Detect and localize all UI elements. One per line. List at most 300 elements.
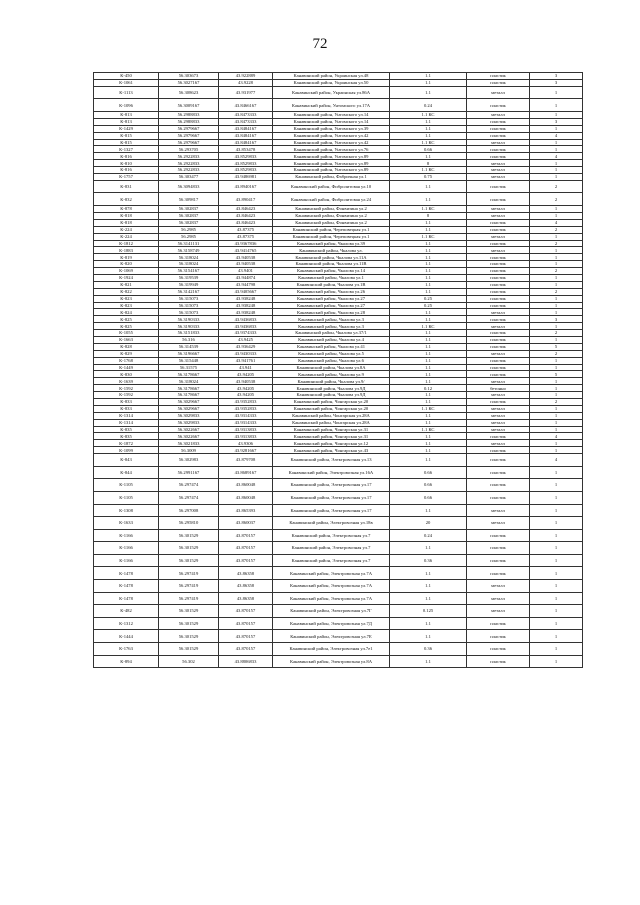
quantity-cell: 1 <box>530 504 583 517</box>
material-cell: пластик <box>467 630 530 643</box>
volume-cell: 0.66 <box>390 491 467 504</box>
quantity-cell: 1 <box>530 139 583 146</box>
latitude-cell: 56.297419 <box>159 592 219 605</box>
address-cell: Канавинский район, Чкалова ул.1В <box>273 281 390 288</box>
site-id-cell: К-816 <box>94 167 159 174</box>
material-cell: металл <box>467 233 530 240</box>
site-id-cell: К-833 <box>94 405 159 412</box>
quantity-cell: 1 <box>530 295 583 302</box>
longitude-cell: 43.8484167 <box>219 125 273 132</box>
table-row <box>94 330 583 337</box>
site-id-cell: К-1478 <box>94 580 159 593</box>
longitude-cell: 43.8529833 <box>219 160 273 167</box>
latitude-cell: 56.3158749 <box>159 247 219 254</box>
site-id-cell: К-832 <box>94 193 159 206</box>
latitude-cell: 56.297419 <box>159 567 219 580</box>
address-cell: Канавинский район, Унтомского ул.89 <box>273 153 390 160</box>
address-cell: Канавинский район, Чонгарская ул.20 <box>273 405 390 412</box>
site-id-cell: К-1478 <box>94 567 159 580</box>
site-id-cell: К-820 <box>94 261 159 268</box>
volume-cell: 1.1 <box>390 309 467 316</box>
latitude-cell: 56.3178667 <box>159 385 219 392</box>
volume-cell: 1.1 <box>390 316 467 323</box>
quantity-cell: 2 <box>530 350 583 357</box>
latitude-cell: 56.319949 <box>159 281 219 288</box>
table-row <box>94 419 583 426</box>
volume-cell: 0.24 <box>390 99 467 112</box>
quantity-cell: 3 <box>530 118 583 125</box>
table-row <box>94 180 583 193</box>
volume-cell: 1.1 <box>390 281 467 288</box>
latitude-cell: 56.302983 <box>159 454 219 467</box>
material-cell: пластик <box>467 336 530 343</box>
table-row <box>94 447 583 454</box>
latitude-cell: 56.301529 <box>159 529 219 542</box>
quantity-cell: 1 <box>530 385 583 392</box>
volume-cell: 20 <box>390 517 467 530</box>
longitude-cell: 43.86358 <box>219 567 273 580</box>
table-row <box>94 233 583 240</box>
longitude-cell: 43.870157 <box>219 630 273 643</box>
material-cell: металл <box>467 426 530 433</box>
table-row <box>94 316 583 323</box>
material-cell: металл <box>467 212 530 219</box>
latitude-cell: 56.2922833 <box>159 167 219 174</box>
site-id-cell: К-1812 <box>94 240 159 247</box>
quantity-cell: 1 <box>530 392 583 399</box>
site-id-cell: К-821 <box>94 281 159 288</box>
quantity-cell: 1 <box>530 491 583 504</box>
latitude-cell: 56.3190333 <box>159 323 219 330</box>
address-cell: Канавинский район, Фонвизина ул.2 <box>273 212 390 219</box>
material-cell: металл <box>467 160 530 167</box>
table-row <box>94 212 583 219</box>
material-cell: пластик <box>467 364 530 371</box>
latitude-cell: 56.318024 <box>159 378 219 385</box>
quantity-cell: 1 <box>530 86 583 99</box>
volume-cell: 1.1 <box>390 592 467 605</box>
table-row <box>94 426 583 433</box>
longitude-cell: 43.940538 <box>219 261 273 268</box>
table-row <box>94 357 583 364</box>
volume-cell: 1.1 <box>390 567 467 580</box>
quantity-cell: 1 <box>530 247 583 254</box>
longitude-cell: 43.9405667 <box>219 288 273 295</box>
address-cell: Канавинский район, Чкалова ул.14 <box>273 268 390 275</box>
table-row <box>94 454 583 467</box>
longitude-cell: 43.8473333 <box>219 111 273 118</box>
address-cell: Канавинский район, Фибролитовая ул.24 <box>273 193 390 206</box>
quantity-cell: 1 <box>530 146 583 153</box>
page-number: 72 <box>312 36 328 52</box>
table-row <box>94 399 583 406</box>
address-cell: Канавинский район, Чкалова ул.11В <box>273 261 390 268</box>
longitude-cell: 43.87375 <box>219 226 273 233</box>
material-cell: пластик <box>467 316 530 323</box>
volume-cell: 1.1 <box>390 125 467 132</box>
longitude-cell: 43.870157 <box>219 617 273 630</box>
longitude-cell: 43.870157 <box>219 643 273 656</box>
table-row <box>94 466 583 479</box>
site-id-cell: К-818 <box>94 219 159 226</box>
longitude-cell: 43.879708 <box>219 454 273 467</box>
site-id-cell: К-835 <box>94 433 159 440</box>
site-id-cell: К-824 <box>94 309 159 316</box>
material-cell: пластик <box>467 274 530 281</box>
address-cell: Канавинский район, Электровозная ул.7Е <box>273 630 390 643</box>
volume-cell: 1.1 <box>390 118 467 125</box>
site-id-cell: К-1639 <box>94 378 159 385</box>
latitude-cell: 56.2922833 <box>159 160 219 167</box>
site-id-cell: К-1099 <box>94 447 159 454</box>
address-cell: Канавинский район, Чкалова ул.6 <box>273 357 390 364</box>
quantity-cell: 1 <box>530 167 583 174</box>
address-cell: Канавинский район, Чкалова ул.26 <box>273 288 390 295</box>
site-id-cell: К-224 <box>94 233 159 240</box>
latitude-cell: 56.2979667 <box>159 132 219 139</box>
volume-cell: 1.1 <box>390 180 467 193</box>
quantity-cell: 1 <box>530 542 583 555</box>
site-id-cell: К-1308 <box>94 504 159 517</box>
volume-cell: 1.1 <box>390 268 467 275</box>
latitude-cell: 56.293705 <box>159 146 219 153</box>
table-row <box>94 479 583 492</box>
longitude-cell: 43.9314333 <box>219 412 273 419</box>
volume-cell: 1.1 <box>390 193 467 206</box>
address-cell: Канавинский район, Электровозная ул.7 <box>273 542 390 555</box>
table-body <box>94 73 583 668</box>
table-row <box>94 125 583 132</box>
latitude-cell: 56.308623 <box>159 86 219 99</box>
address-cell: Канавинский район, Чкалова ул.1 <box>273 274 390 281</box>
site-id-cell: К-1757 <box>94 173 159 180</box>
volume-cell: 1.1 <box>390 226 467 233</box>
quantity-cell: 1 <box>530 580 583 593</box>
quantity-cell: 1 <box>530 419 583 426</box>
material-cell: металл <box>467 605 530 618</box>
quantity-cell: 1 <box>530 554 583 567</box>
longitude-cell: 43.9313833 <box>219 433 273 440</box>
quantity-cell: 2 <box>530 268 583 275</box>
site-id-cell: К-818 <box>94 212 159 219</box>
longitude-cell: 43.941 <box>219 364 273 371</box>
latitude-cell: 56.3094833 <box>159 180 219 193</box>
material-cell: пластик <box>467 491 530 504</box>
longitude-cell: 43.9306 <box>219 440 273 447</box>
material-cell: пластик <box>467 447 530 454</box>
address-cell: Канавинский район, Чкалова ул.9Д <box>273 392 390 399</box>
volume-cell: 1.1 <box>390 433 467 440</box>
address-cell: Канавинский район, Электровозная ул.8А <box>273 655 390 668</box>
table-row <box>94 405 583 412</box>
longitude-cell: 43.846423 <box>219 219 273 226</box>
latitude-cell: 56.315073 <box>159 309 219 316</box>
table-row <box>94 336 583 343</box>
latitude-cell: 56.316 <box>159 336 219 343</box>
longitude-cell: 43.94205 <box>219 392 273 399</box>
address-cell: Канавинский район, Фабричная ул.1 <box>273 173 390 180</box>
address-cell: Канавинский район, Чкалова ул.37/1 <box>273 330 390 337</box>
address-cell: Канавинский район, Унтомского ул.14 <box>273 118 390 125</box>
latitude-cell: 56.303477 <box>159 173 219 180</box>
quantity-cell: 5 <box>530 371 583 378</box>
address-cell: Канавинский район, Электровозная ул.13 <box>273 454 390 467</box>
address-cell: Канавинский район, Чкалова ул.5 <box>273 350 390 357</box>
volume-cell: 0.66 <box>390 146 467 153</box>
table-row <box>94 350 583 357</box>
quantity-cell: 1 <box>530 309 583 316</box>
latitude-cell: 56.297474 <box>159 479 219 492</box>
longitude-cell: 43.846423 <box>219 212 273 219</box>
volume-cell: 1.1 <box>390 617 467 630</box>
volume-cell: 1.1 <box>390 630 467 643</box>
table-row <box>94 219 583 226</box>
material-cell: пластик <box>467 132 530 139</box>
table-row <box>94 364 583 371</box>
quantity-cell: 3 <box>530 316 583 323</box>
latitude-cell: 56.3190333 <box>159 316 219 323</box>
longitude-cell: 43.9352833 <box>219 399 273 406</box>
volume-cell: 1.1 <box>390 73 467 80</box>
quantity-cell: 1 <box>530 160 583 167</box>
latitude-cell: 56.3022667 <box>159 433 219 440</box>
site-id-cell: К-878 <box>94 206 159 213</box>
volume-cell: 1.1 <box>390 412 467 419</box>
longitude-cell: 43.938248 <box>219 309 273 316</box>
volume-cell: 1.1 <box>390 454 467 467</box>
quantity-cell: 1 <box>530 173 583 180</box>
quantity-cell: 1 <box>530 212 583 219</box>
material-cell: пластик <box>467 567 530 580</box>
quantity-cell: 1 <box>530 412 583 419</box>
volume-cell: 1.1 <box>390 419 467 426</box>
material-cell: металл <box>467 378 530 385</box>
site-id-cell: К-1166 <box>94 542 159 555</box>
material-cell: пластик <box>467 655 530 668</box>
longitude-cell: 43.944874 <box>219 274 273 281</box>
address-cell: Канавинский район, Чонгарская ул.12 <box>273 440 390 447</box>
material-cell: металл <box>467 412 530 419</box>
latitude-cell: 56.3029833 <box>159 412 219 419</box>
site-id-cell: К-1633 <box>94 517 159 530</box>
material-cell: металл <box>467 350 530 357</box>
address-cell: Канавинский район, Чкалова ул.3 <box>273 316 390 323</box>
material-cell: пластик <box>467 529 530 542</box>
volume-cell: 1.1 <box>390 364 467 371</box>
site-id-cell: К-1105 <box>94 479 159 492</box>
table-row <box>94 617 583 630</box>
longitude-cell: 43.86358 <box>219 592 273 605</box>
address-cell: Канавинский район, Фибролитовая ул.10 <box>273 180 390 193</box>
quantity-cell: 1 <box>530 357 583 364</box>
longitude-cell: 43.9436833 <box>219 316 273 323</box>
address-cell: Канавинский район, Чонгарская ул.28А <box>273 412 390 419</box>
material-cell: пластик <box>467 479 530 492</box>
table-row <box>94 167 583 174</box>
quantity-cell: 4 <box>530 153 583 160</box>
quantity-cell: 1 <box>530 655 583 668</box>
site-id-cell: К-1768 <box>94 357 159 364</box>
material-cell: пластик <box>467 193 530 206</box>
quantity-cell: 1 <box>530 302 583 309</box>
volume-cell: 1.1 КС <box>390 167 467 174</box>
table-row <box>94 580 583 593</box>
site-id-cell: К-810 <box>94 160 159 167</box>
material-cell: пластик <box>467 79 530 86</box>
longitude-cell: 43.860048 <box>219 479 273 492</box>
material-cell: пластик <box>467 288 530 295</box>
material-cell: металл <box>467 139 530 146</box>
table-row <box>94 240 583 247</box>
site-id-cell: К-1444 <box>94 630 159 643</box>
volume-cell: 1.1 <box>390 399 467 406</box>
site-id-cell: К-825 <box>94 323 159 330</box>
latitude-cell: 56.315448 <box>159 357 219 364</box>
site-id-cell: К-1327 <box>94 146 159 153</box>
longitude-cell: 43.9425 <box>219 336 273 343</box>
address-cell: Канавинский район, Унтомского ул.89 <box>273 167 390 174</box>
material-cell: металл <box>467 173 530 180</box>
site-id-cell: К-1663 <box>94 336 159 343</box>
quantity-cell: 1 <box>530 323 583 330</box>
material-cell: пластик <box>467 554 530 567</box>
address-cell: Канавинский район, Электровозная ул.7А <box>273 592 390 605</box>
latitude-cell: 56.3029667 <box>159 405 219 412</box>
quantity-cell: 2 <box>530 288 583 295</box>
material-cell: пластик <box>467 433 530 440</box>
address-cell: Канавинский район, Фонвизина ул.2 <box>273 219 390 226</box>
volume-cell: 1.1 <box>390 392 467 399</box>
site-id-cell: К-1924 <box>94 274 159 281</box>
material-cell: бетонно <box>467 385 530 392</box>
site-id-cell: К-825 <box>94 316 159 323</box>
longitude-cell: 43.8940167 <box>219 180 273 193</box>
longitude-cell: 43.938248 <box>219 302 273 309</box>
quantity-cell: 1 <box>530 206 583 213</box>
quantity-cell: 1 <box>530 274 583 281</box>
longitude-cell: 43.853478 <box>219 146 273 153</box>
latitude-cell: 56.315073 <box>159 302 219 309</box>
address-cell: Канавинский район, Электровозная ул.7 <box>273 554 390 567</box>
site-id-cell: К-823 <box>94 302 159 309</box>
latitude-cell: 56.3178667 <box>159 392 219 399</box>
table-row <box>94 440 583 447</box>
volume-cell: 1.1 <box>390 86 467 99</box>
volume-cell: 0.66 <box>390 466 467 479</box>
latitude-cell: 56.2979667 <box>159 139 219 146</box>
quantity-cell: 1 <box>530 630 583 643</box>
longitude-cell: 43.890417 <box>219 193 273 206</box>
address-cell: Канавинский район, Чкалова ул.9 <box>273 371 390 378</box>
latitude-cell: 56.2988833 <box>159 111 219 118</box>
address-cell: Канавинский район, Череповецкая ул.1 <box>273 233 390 240</box>
volume-cell: 0.12 <box>390 385 467 392</box>
quantity-cell: 1 <box>530 125 583 132</box>
table-row <box>94 247 583 254</box>
quantity-cell: 1 <box>530 233 583 240</box>
longitude-cell: 43.870157 <box>219 542 273 555</box>
volume-cell: 1.1 <box>390 261 467 268</box>
address-cell: Канавинский район, Электровозная ул.7е1 <box>273 643 390 656</box>
latitude-cell: 56.2985 <box>159 233 219 240</box>
material-cell: металл <box>467 580 530 593</box>
table-row <box>94 378 583 385</box>
address-cell: Канавинский район, Чкалова ул.27 <box>273 295 390 302</box>
latitude-cell: 56.302837 <box>159 212 219 219</box>
material-cell: пластик <box>467 125 530 132</box>
site-id-cell: К-813 <box>94 111 159 118</box>
latitude-cell: 56.301529 <box>159 630 219 643</box>
volume-cell: 1.1 <box>390 357 467 364</box>
quantity-cell: 3 <box>530 73 583 80</box>
address-cell: Канавинский район, Унтомского ул.89 <box>273 160 390 167</box>
material-cell: пластик <box>467 99 530 112</box>
latitude-cell: 56.302837 <box>159 206 219 213</box>
longitude-cell: 43.922889 <box>219 73 273 80</box>
volume-cell: 1.1 <box>390 542 467 555</box>
address-cell: Канавинский район, Чкалова ул. <box>273 247 390 254</box>
latitude-cell: 56.302 <box>159 655 219 668</box>
longitude-cell: 43.87375 <box>219 233 273 240</box>
latitude-cell: 56.302837 <box>159 219 219 226</box>
latitude-cell: 56.295810 <box>159 517 219 530</box>
latitude-cell: 56.3178667 <box>159 371 219 378</box>
latitude-cell: 56.2985 <box>159 226 219 233</box>
address-cell: Канавинский район, Унтомского ул.17А <box>273 99 390 112</box>
site-id-cell: К-1055 <box>94 330 159 337</box>
material-cell: металл <box>467 206 530 213</box>
site-id-cell: К-829 <box>94 350 159 357</box>
longitude-cell: 43.944798 <box>219 281 273 288</box>
material-cell: пластик <box>467 118 530 125</box>
address-cell: Канавинский район, Электровозная ул.7А <box>273 580 390 593</box>
quantity-cell: 2 <box>530 240 583 247</box>
volume-cell: 1.1 КС <box>390 206 467 213</box>
latitude-cell: 56.301529 <box>159 542 219 555</box>
table-row <box>94 371 583 378</box>
address-cell: Канавинский район, Чонгарская ул.31 <box>273 433 390 440</box>
latitude-cell: 56.309817 <box>159 193 219 206</box>
latitude-cell: 56.318024 <box>159 261 219 268</box>
quantity-cell: 1 <box>530 592 583 605</box>
table-row <box>94 630 583 643</box>
site-id-cell: К-823 <box>94 295 159 302</box>
address-cell: Канавинский район, Череповецкая ул.1 <box>273 226 390 233</box>
site-id-cell: К-1166 <box>94 529 159 542</box>
latitude-cell: 56.2988833 <box>159 118 219 125</box>
longitude-cell: 43.9436833 <box>219 323 273 330</box>
volume-cell: 1.1 <box>390 132 467 139</box>
volume-cell: 1.1 <box>390 580 467 593</box>
table-row <box>94 542 583 555</box>
address-cell: Канавинский район, Унтомского ул.42 <box>273 139 390 146</box>
quantity-cell: 1 <box>530 529 583 542</box>
volume-cell: 0.36 <box>390 643 467 656</box>
table-row <box>94 86 583 99</box>
longitude-cell: 43.9352833 <box>219 405 273 412</box>
site-id-cell: К-830 <box>94 371 159 378</box>
volume-cell: 0.36 <box>390 554 467 567</box>
latitude-cell: 56.318024 <box>159 254 219 261</box>
site-id-cell: К-819 <box>94 254 159 261</box>
volume-cell: 1.1 <box>390 79 467 86</box>
table-row <box>94 323 583 330</box>
material-cell: пластик <box>467 302 530 309</box>
site-id-cell: К-822 <box>94 288 159 295</box>
latitude-cell: 56.3029833 <box>159 419 219 426</box>
longitude-cell: 43.8529833 <box>219 167 273 174</box>
table-row <box>94 592 583 605</box>
